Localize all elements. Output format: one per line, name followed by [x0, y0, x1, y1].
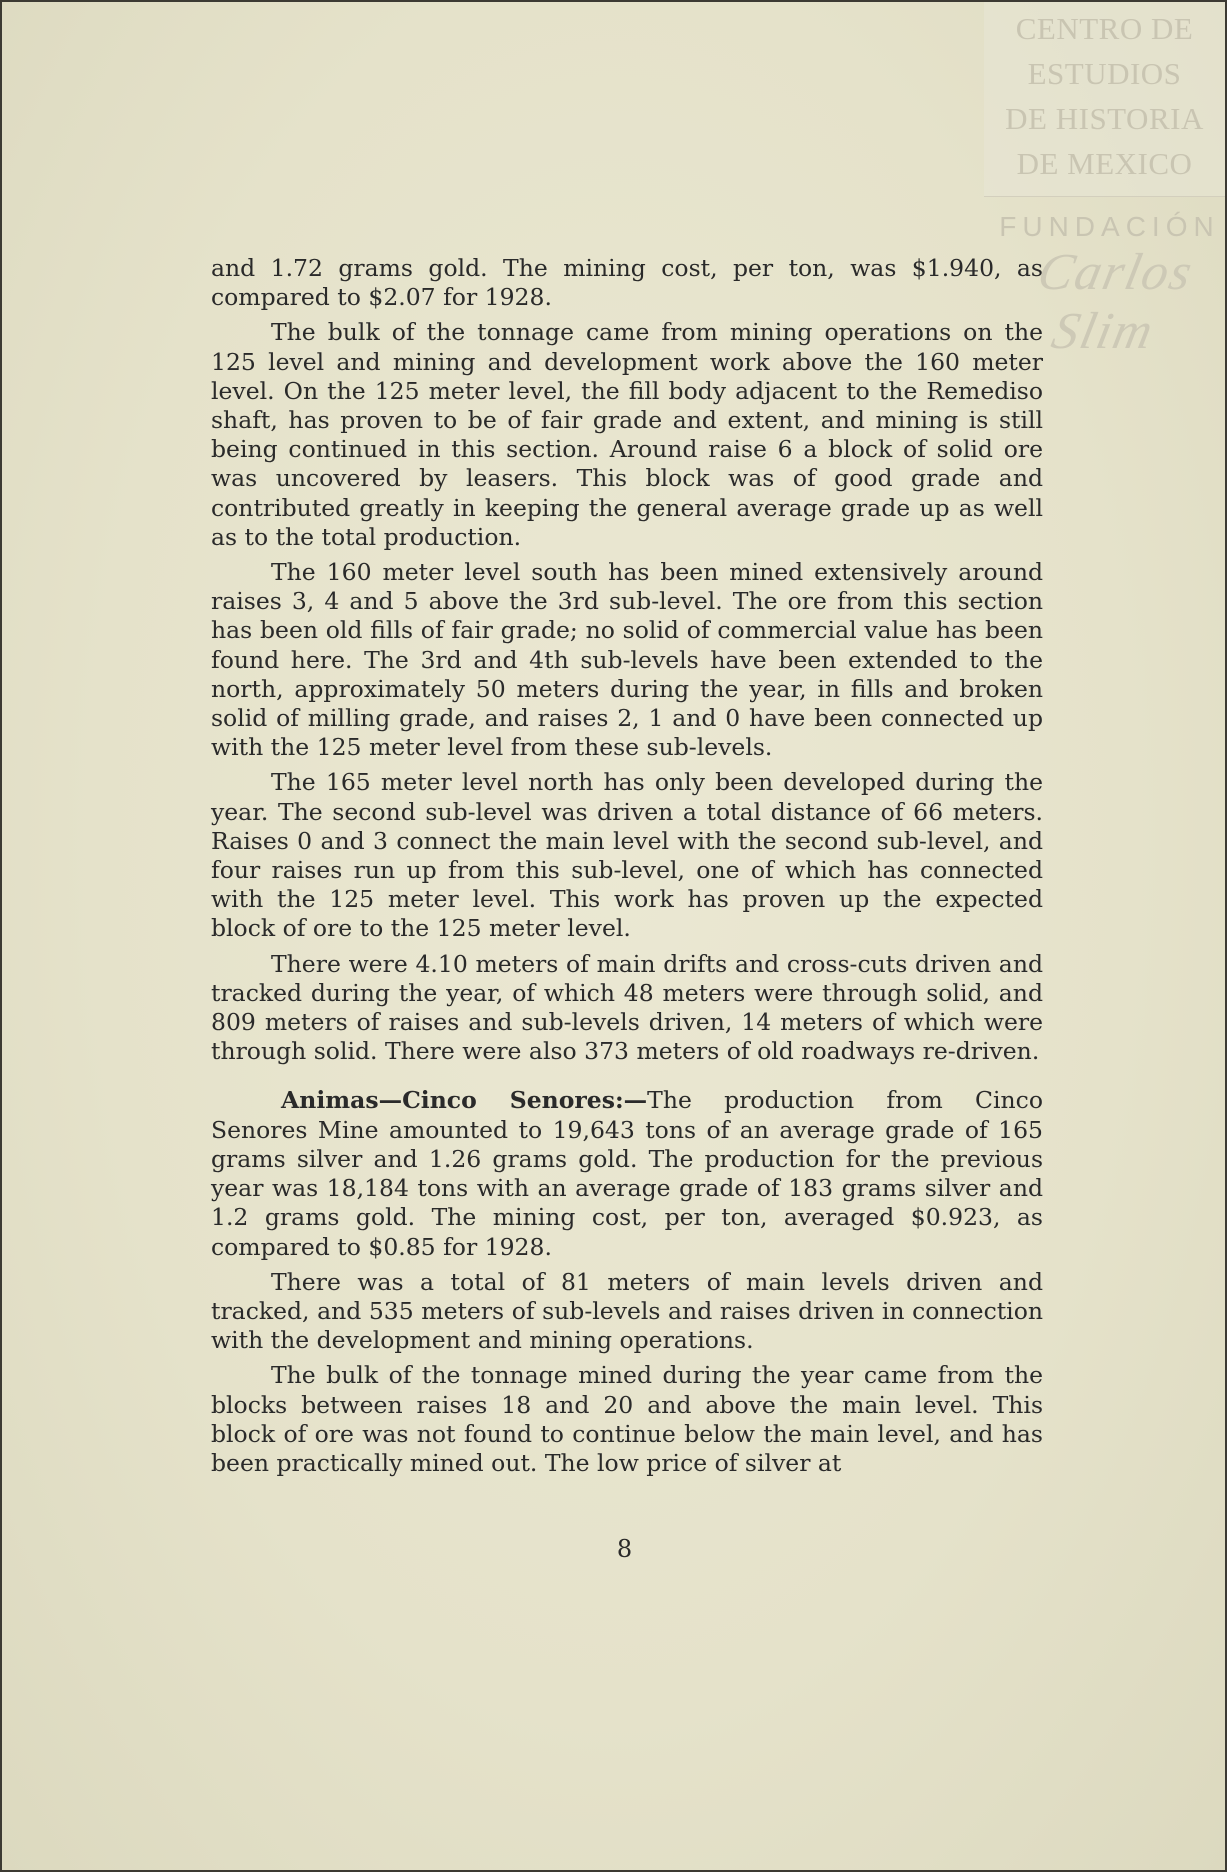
watermark-signature: Carlos Slim — [1032, 244, 1199, 360]
paragraph: There were 4.10 meters of main drifts and cross-cuts driven and tracked during the year, of which 48 meters were through solid, and 809 meters of raises and sub-levels driven, 14 meters of which were through solid. There were also 373 meters of old roadways re-driven. — [211, 949, 1043, 1066]
watermark-line: CENTRO DE — [1015, 11, 1194, 46]
paragraph: The bulk of the tonnage mined during the year came from the blocks between raises 18 and 20 and above the main level. This block of ore was not found to continue below the main level, and has been practically mined out. The low price of silver at — [211, 1361, 1043, 1477]
paragraph: The 165 meter level north has only been developed during the year. The second sub-level was driven a total distance of 66 meters. Raises 0 and 3 connect the main level with the second sub-level, and four raises run up from this sub-level, one of which has connected with the 125 meter level. This work has proven up the expected block of ore to the 125 meter level. — [211, 768, 1043, 943]
paragraph: The 160 meter level south has been mined extensively around raises 3, 4 and 5 above the 3rd sub-level. The ore from this section has been old fills of fair grade; no solid of commercial value has been found here. The 3rd and 4th sub-levels have been extended to the north, approximately 50 meters during the year, in fills and broken solid of milling grade, and raises 2, 1 and 0 have been connected up with the 125 meter level from these sub-levels. — [211, 558, 1043, 762]
paragraph: The bulk of the tonnage came from mining operations on the 125 level and mining and development work above the 160 meter level. On the 125 meter level, the fill body adjacent to the Remediso shaft, has proven to be of fair grade and extent, and mining is still being continued in this section. Around raise 6 a block of solid ore was uncovered by leasers. This block was of good grade and contributed greatly in keeping the general average grade up as well as to the total production. — [211, 318, 1043, 551]
document-page — [2, 2, 1225, 1870]
watermark-line: DE MEXICO — [1016, 146, 1193, 181]
section-text: The production from Cinco Senores Mine amounted to 19,643 tons of an average grade of 165 grams silver and 1.26 grams gold. The production for the previous year was 18,184 tons with an average grade of 183 grams silver and 1.2 grams gold. The mining cost, per ton, averaged $0.923, as compared to $0.85 for 1928. — [211, 1086, 1043, 1261]
section-heading: Animas—Cinco Senores:— — [281, 1086, 648, 1115]
page-number: 8 — [616, 1535, 633, 1563]
paragraph: and 1.72 grams gold. The mining cost, per ton, was $1.940, as compared to $2.07 for 1928. — [211, 254, 1043, 312]
watermark-line: ESTUDIOS — [1027, 56, 1182, 91]
watermark-line: DE HISTORIA — [1005, 101, 1204, 136]
paragraph: There was a total of 81 meters of main levels driven and tracked, and 535 meters of sub-levels and raises driven in connection with the development and mining operations. — [211, 1267, 1043, 1355]
watermark-fundacion: FUNDACIÓN — [999, 211, 1220, 242]
section-paragraph — [211, 1086, 1043, 1261]
text-column — [211, 254, 1043, 1484]
watermark-box — [984, 2, 1225, 197]
